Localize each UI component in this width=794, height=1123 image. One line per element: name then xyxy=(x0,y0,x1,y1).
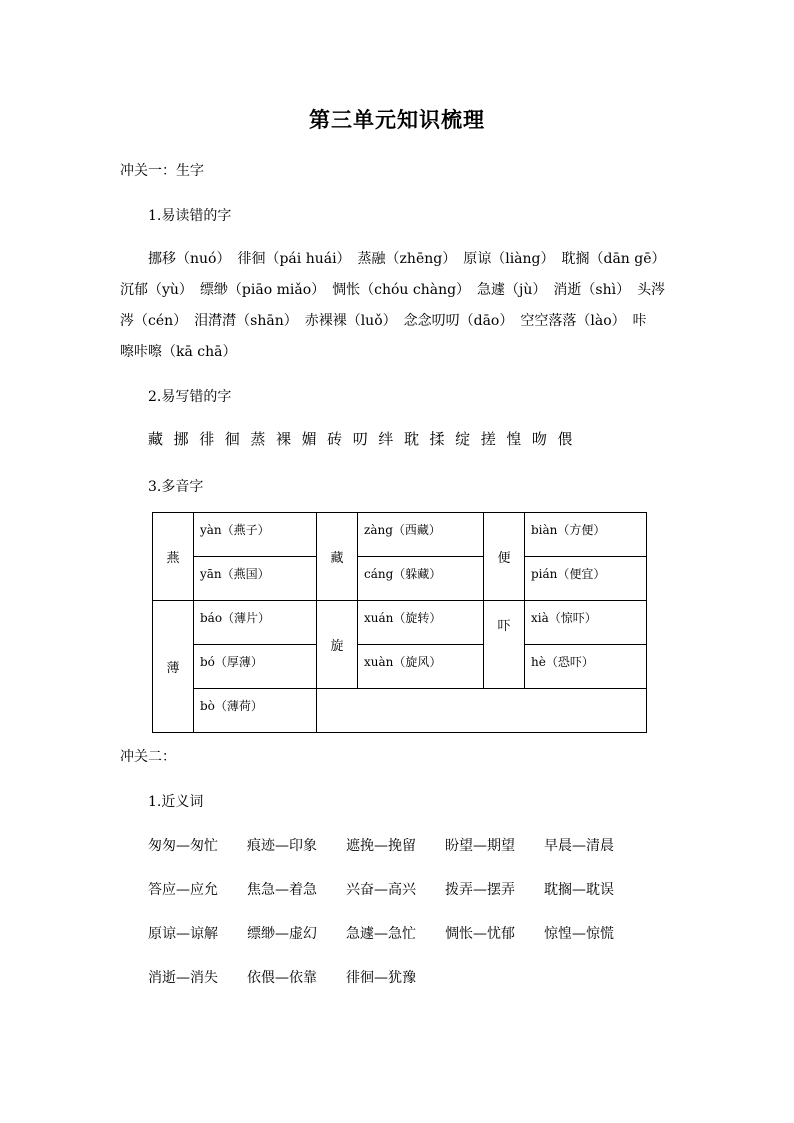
empty-cell xyxy=(317,689,647,733)
char: 蒸 xyxy=(250,430,266,448)
poly-reading: zàng（西藏） xyxy=(358,513,484,557)
synonym-row xyxy=(148,967,445,987)
synonym-pair: 拨弄—摆弄 xyxy=(445,882,515,898)
char: 叨 xyxy=(352,430,368,448)
poly-char: 旋 xyxy=(317,601,358,689)
sub-heading-synonyms: 1.近义词 xyxy=(148,794,204,810)
char: 裸 xyxy=(275,430,291,448)
sub-heading-polyphonic: 3.多音字 xyxy=(148,479,204,495)
polyphonic-table xyxy=(152,512,647,733)
section2-heading: 冲关二： xyxy=(120,749,176,765)
synonym-pair: 惊惶—惊慌 xyxy=(544,926,614,942)
synonym-pair: 痕迹—印象 xyxy=(247,838,317,854)
sub-heading-misread: 1.易读错的字 xyxy=(148,208,232,224)
synonym-pair: 徘徊—犹豫 xyxy=(346,970,416,986)
synonym-row xyxy=(148,835,643,855)
section1-heading: 冲关一：生字 xyxy=(120,163,204,179)
synonym-pair: 匆匆—匆忙 xyxy=(148,838,218,854)
synonym-pair: 缥缈—虚幻 xyxy=(247,926,317,942)
char: 搓 xyxy=(480,430,496,448)
char: 徊 xyxy=(224,430,240,448)
poly-reading: bò（薄荷） xyxy=(194,689,317,733)
poly-char: 藏 xyxy=(317,513,358,601)
poly-reading: yān（燕国） xyxy=(194,557,317,601)
synonym-pair: 耽搁—耽误 xyxy=(544,882,614,898)
char: 砖 xyxy=(327,430,343,448)
poly-char: 便 xyxy=(484,513,525,601)
misread-line-3: 涔（cén） 泪潸潸（shān） 赤裸裸（luǒ） 念念叨叨（dāo） 空空落落（lào） 咔 xyxy=(120,313,647,329)
char: 绽 xyxy=(455,430,471,448)
char: 绊 xyxy=(378,430,394,448)
poly-reading: yàn（燕子） xyxy=(194,513,317,557)
miswritten-chars xyxy=(148,428,583,449)
poly-reading: xuán（旋转） xyxy=(358,601,484,645)
misread-line-4: 嚓咔嚓（kā chā） xyxy=(120,344,237,360)
sub-heading-miswritten: 2.易写错的字 xyxy=(148,389,232,405)
char: 吻 xyxy=(531,430,547,448)
char: 惶 xyxy=(506,430,522,448)
page-title: 第三单元知识梳理 xyxy=(309,107,485,132)
poly-char: 吓 xyxy=(484,601,525,689)
synonym-pair: 原谅—谅解 xyxy=(148,926,218,942)
synonym-pair: 惆怅—忧郁 xyxy=(445,926,515,942)
synonym-pair: 盼望—期望 xyxy=(445,838,515,854)
synonym-pair: 早晨—清晨 xyxy=(544,838,614,854)
synonym-row xyxy=(148,923,643,943)
poly-char: 燕 xyxy=(153,513,194,601)
synonym-row xyxy=(148,879,643,899)
poly-char: 薄 xyxy=(153,601,194,733)
synonym-pair: 兴奋—高兴 xyxy=(346,882,416,898)
misread-line-1: 挪移（nuó） 徘徊（pái huái） 蒸融（zhēng） 原谅（liàng） 耽搁（dān gē） xyxy=(148,251,666,267)
char: 耽 xyxy=(403,430,419,448)
char: 媚 xyxy=(301,430,317,448)
char: 偎 xyxy=(557,430,573,448)
poly-reading: báo（薄片） xyxy=(194,601,317,645)
synonym-pair: 依偎—依靠 xyxy=(247,970,317,986)
synonym-pair: 遮挽—挽留 xyxy=(346,838,416,854)
char: 藏 xyxy=(148,430,164,448)
poly-reading: hè（恐吓） xyxy=(525,645,647,689)
synonym-pair: 消逝—消失 xyxy=(148,970,218,986)
synonym-pair: 答应—应允 xyxy=(148,882,218,898)
poly-reading: cáng（躲藏） xyxy=(358,557,484,601)
poly-reading: bó（厚薄） xyxy=(194,645,317,689)
misread-line-2: 沉郁（yù） 缥缈（piāo miǎo） 惆怅（chóu chàng） 急遽（jù） 消逝（shì） 头涔 xyxy=(120,282,666,298)
poly-reading: pián（便宜） xyxy=(525,557,647,601)
poly-reading: xià（惊吓） xyxy=(525,601,647,645)
poly-reading: xuàn（旋风） xyxy=(358,645,484,689)
char: 揉 xyxy=(429,430,445,448)
char: 挪 xyxy=(173,430,189,448)
poly-reading: biàn（方便） xyxy=(525,513,647,557)
char: 徘 xyxy=(199,430,215,448)
synonym-pair: 焦急—着急 xyxy=(247,882,317,898)
synonym-pair: 急遽—急忙 xyxy=(346,926,416,942)
